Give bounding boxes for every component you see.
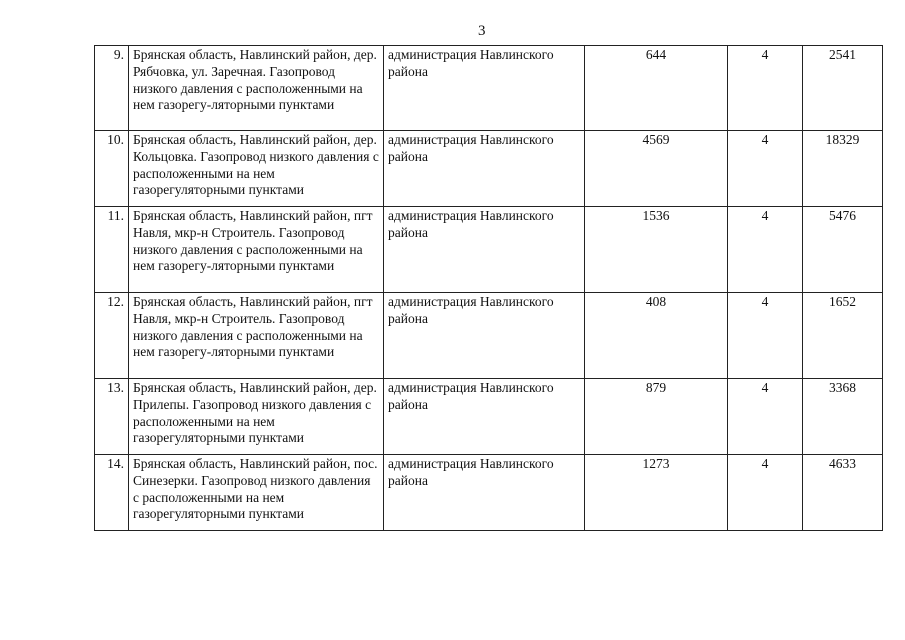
value-a: 644 [585,46,728,131]
table-body [95,46,883,531]
table-row [95,455,883,531]
object-location: Брянская область, Навлинский район, дер. Кольцовка. Газопровод низкого давления с расположенными на нем газорегуляторными пунктами [129,131,384,207]
table-row [95,131,883,207]
value-c: 2541 [803,46,883,131]
value-a: 1273 [585,455,728,531]
value-b: 4 [728,293,803,379]
table-row [95,207,883,293]
value-c: 1652 [803,293,883,379]
value-c: 4633 [803,455,883,531]
value-a: 879 [585,379,728,455]
object-owner: администрация Навлинского района [384,293,585,379]
value-b: 4 [728,379,803,455]
object-location: Брянская область, Навлинский район, пгт Навля, мкр-н Строитель. Газопровод низкого давления с расположенными на нем газорегу-ляторными пунктами [129,207,384,293]
page-number: 3 [478,23,486,39]
object-owner: администрация Навлинского района [384,131,585,207]
table-row [95,293,883,379]
value-b: 4 [728,46,803,131]
value-a: 1536 [585,207,728,293]
value-c: 3368 [803,379,883,455]
object-owner: администрация Навлинского района [384,379,585,455]
value-b: 4 [728,131,803,207]
value-b: 4 [728,455,803,531]
row-number: 9. [95,46,129,131]
row-number: 11. [95,207,129,293]
value-a: 4569 [585,131,728,207]
table-row [95,379,883,455]
object-location: Брянская область, Навлинский район, дер. Прилепы. Газопровод низкого давления с расположенными на нем газорегуляторными пунктами [129,379,384,455]
row-number: 12. [95,293,129,379]
object-owner: администрация Навлинского района [384,46,585,131]
value-a: 408 [585,293,728,379]
gas-pipeline-table [94,45,883,531]
object-owner: администрация Навлинского района [384,455,585,531]
value-b: 4 [728,207,803,293]
row-number: 14. [95,455,129,531]
object-owner: администрация Навлинского района [384,207,585,293]
row-number: 13. [95,379,129,455]
table-row [95,46,883,131]
value-c: 5476 [803,207,883,293]
object-location: Брянская область, Навлинский район, пгт Навля, мкр-н Строитель. Газопровод низкого давления с расположенными на нем газорегу-ляторными пунктами [129,293,384,379]
object-location: Брянская область, Навлинский район, дер. Рябчовка, ул. Заречная. Газопровод низкого давления с расположенными на нем газорегу-ляторными пунктами [129,46,384,131]
value-c: 18329 [803,131,883,207]
row-number: 10. [95,131,129,207]
object-location: Брянская область, Навлинский район, пос. Синезерки. Газопровод низкого давления с расположенными на нем газорегуляторными пунктами [129,455,384,531]
